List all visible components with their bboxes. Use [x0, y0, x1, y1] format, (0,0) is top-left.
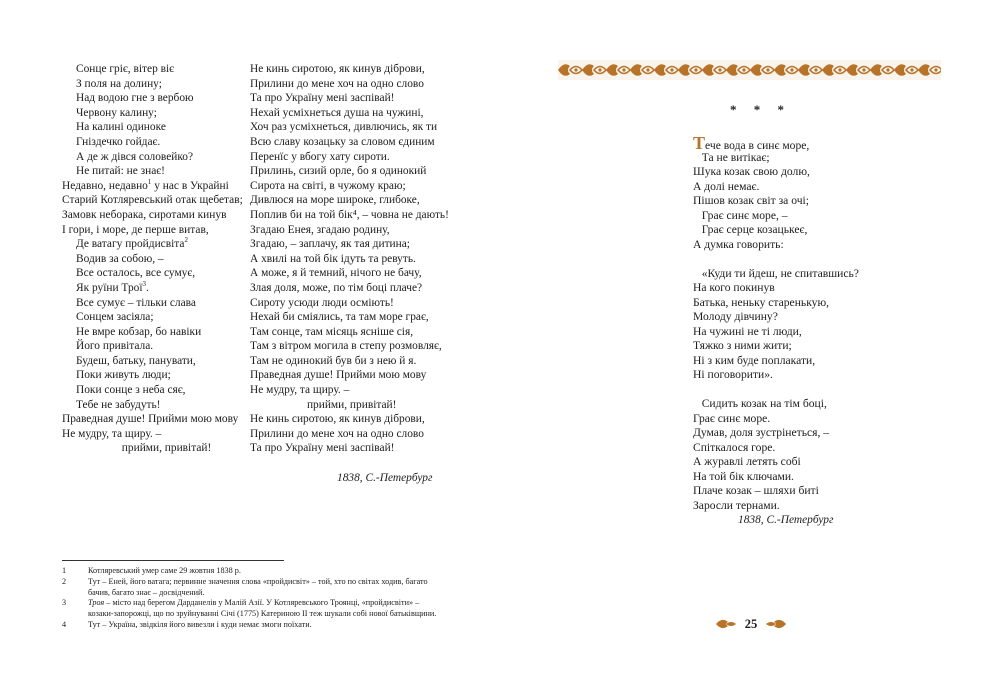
poem-line: Його привітала. — [76, 340, 154, 353]
poem-line: Не кинь сиротою, як кинув діброви, — [250, 413, 425, 426]
poem-line: Праведная душе! Прийми мою мову — [62, 413, 239, 426]
poem-line: А долі немає. — [693, 179, 760, 193]
poem-line: Там з вітром могила в степу розмовляє, — [250, 340, 442, 353]
poem-line: Ні поговорити». — [693, 368, 773, 381]
poem-line: Де ватагу пройдисвіта$^2$ — [76, 236, 188, 251]
poem-line: Грає серце козацькеє, — [693, 223, 808, 236]
poem-line: Замовк неборака, сиротами кинув — [62, 208, 227, 221]
poem-line: Думав, доля зустрінеться, – — [693, 426, 830, 439]
poem-line: Не питай: не знає! — [76, 165, 165, 178]
page-number: 25 — [744, 617, 758, 631]
poem-line: прийми, привітай! — [62, 442, 212, 455]
poem-line: Червону калину; — [76, 106, 157, 119]
poem-line — [693, 383, 859, 398]
poem-line: Тяжко з ними жити; — [693, 339, 792, 352]
footnote-rule — [62, 560, 284, 561]
poem-column-right — [693, 133, 859, 513]
poem-line: На чужині не ті люди, — [693, 324, 802, 338]
poem-line: Та не витікає; — [693, 150, 770, 164]
poem-line: Ні з ким буде поплакати, — [693, 353, 816, 367]
footnote: 1 Котляревський умер саме 29 жовтня 1838 р. — [62, 566, 241, 575]
poem-line: Водив за собою, – — [76, 252, 164, 265]
poem-line: Старий Котляревський отак щебетав; — [62, 194, 243, 207]
poem-line: Грає синє море. — [693, 411, 771, 425]
poem-line: Та про Україну мені заспівай! — [250, 442, 395, 455]
poem-line: Нехай би сміялись, та там море грає, — [250, 311, 429, 324]
poem-line: Сонце гріє, вітер віє — [76, 63, 175, 75]
poem-line: Спіткалося горе. — [693, 440, 776, 454]
poem-line: Всю славу козацьку за словом єдиним — [250, 135, 435, 148]
poem-line: Як руїни Трої$^3$. — [76, 280, 149, 294]
drop-cap: Т — [693, 133, 706, 153]
poem-line: Поплив би на той бік⁴, – човна не дають! — [250, 208, 449, 221]
poem-line: Згадаю Енея, згадаю родину, — [250, 223, 390, 236]
poem-line: І гори, і море, де перше витав, — [62, 223, 209, 236]
poem-column-left — [62, 62, 243, 456]
poem-line — [693, 252, 859, 267]
poem-line: Батька, неньку старенькую, — [693, 295, 830, 309]
poem-line: Прилини до мене хоч на одно слово — [250, 77, 424, 90]
poem-line: Не мудру, та щиру. – — [250, 384, 350, 397]
poem-line: А де ж дівся соловейко? — [76, 150, 194, 163]
poem-line: Плаче козак – шляхи биті — [693, 484, 819, 497]
poem-line: Сидить козак на тім боці, — [693, 397, 827, 410]
section-stars: * * * — [730, 102, 791, 117]
page-ornament-left-icon — [714, 617, 738, 631]
poem-line: Гніздечко гойдає. — [76, 135, 161, 148]
poem-line: Та про Україну мені заспівай! — [250, 92, 395, 105]
poem-line: Прилинь, сизий орле, бо я одинокий — [250, 165, 427, 178]
footnote-ref: 1 — [147, 177, 152, 186]
poem-line: Прилини до мене хоч на одно слово — [250, 427, 424, 440]
poem-line: Там не одинокий був би з нею й я. — [250, 354, 417, 367]
poem-line: Поки живуть люди; — [76, 369, 171, 382]
poem-line: Пішов козак світ за очі; — [693, 194, 809, 207]
footnote-ref: 2 — [184, 236, 188, 245]
poem-line: Згадаю, – заплачу, як тая дитина; — [250, 238, 410, 251]
poem-column-middle — [250, 62, 449, 456]
poem-line: Грає синє море, – — [693, 208, 788, 222]
poem-date-left: 1838, С.-Петербург — [337, 472, 433, 484]
poem-line: Сирота на світі, в чужому краю; — [250, 179, 406, 192]
footnotes — [62, 566, 442, 631]
poem-line: Не мудру, та щиру. – — [62, 427, 162, 440]
poem-line: Злая доля, може, по тім боці плаче? — [250, 281, 423, 294]
poem-line: Заросли тернами. — [693, 498, 780, 512]
poem-line: З поля на долину; — [76, 77, 162, 90]
poem-line: А хвилі на той бік ідуть та ревуть. — [250, 252, 416, 265]
poem-line: Сонцем засіяла; — [76, 311, 154, 324]
poem-date-right: 1838, С.-Петербург — [738, 514, 834, 526]
poem-line: Хоч раз усміхнеться, дивлючись, як ти — [250, 121, 438, 134]
poem-line: Все осталось, все сумує, — [76, 267, 196, 280]
poem-line: Нехай усміхнеться душа на чужині, — [250, 106, 424, 119]
poem-line: А журавлі летять собі — [693, 455, 801, 468]
poem-line: Поки сонце з неба сяє, — [76, 384, 186, 397]
poem-line: Там сонце, там місяць ясніше сія, — [250, 325, 414, 338]
poem-line: Не вмре кобзар, бо навіки — [76, 325, 202, 338]
poem-line: Тече вода в синє море, — [693, 133, 810, 153]
poem-line: На той бік ключами. — [693, 469, 794, 483]
poem-line: Не кинь сиротою, як кинув діброви, — [250, 63, 425, 75]
poem-line: Все сумує – тільки слава — [76, 296, 196, 309]
poem-line: Тебе не забудуть! — [76, 398, 161, 411]
header-ornament — [558, 60, 941, 80]
poem-line: Дивлюся на море широке, глибоке, — [250, 194, 420, 207]
poem-line: «Куди ти йдеш, не спитавшись? — [693, 266, 859, 280]
poem-line: А думка говорить: — [693, 237, 784, 251]
poem-line: Молоду дівчину? — [693, 310, 778, 323]
footnote: 3 Троя – місто над берегом Дарданелів у Малій Азії. У Котляревського Троянці, «пройдисвіти» – козаки-запорожці, що по зруйнуванні Січі (1775) Катериною II теж шукали собі нової батьківщини. — [62, 598, 437, 619]
poem-line: Над водою гне з вербою — [76, 92, 194, 105]
poem-line: прийми, привітай! — [250, 398, 397, 411]
poem-line: А може, я й темний, нічого не бачу, — [250, 267, 422, 280]
poem-line: Недавно, недавно$^1$ у нас в Украйні — [62, 177, 229, 192]
poem-line: Праведная душе! Прийми мою мову — [250, 369, 427, 382]
footnote: 2 Тут – Еней, його ватага; первинне значення слова «пройдисвіт» – той, хто по світах ходив, багато бачив, багато знає – досвідчений. — [62, 576, 428, 597]
poem-line: Перенїс у вбогу хату сироти. — [250, 150, 390, 163]
poem-line: На кого покинув — [693, 281, 775, 294]
poem-line: На калині одиноке — [76, 121, 166, 134]
footnote: 4 Тут – Україна, звідкіля його вивезли і куди немає змоги поїхати. — [62, 619, 312, 629]
page-ornament-right-icon — [764, 617, 788, 631]
poem-line: Сироту усюди люди осміють! — [250, 296, 394, 309]
footnote-ref: 3 — [142, 280, 147, 289]
poem-line: Будеш, батьку, панувати, — [76, 354, 196, 367]
poem-line: Шука козак свою долю, — [693, 165, 810, 178]
